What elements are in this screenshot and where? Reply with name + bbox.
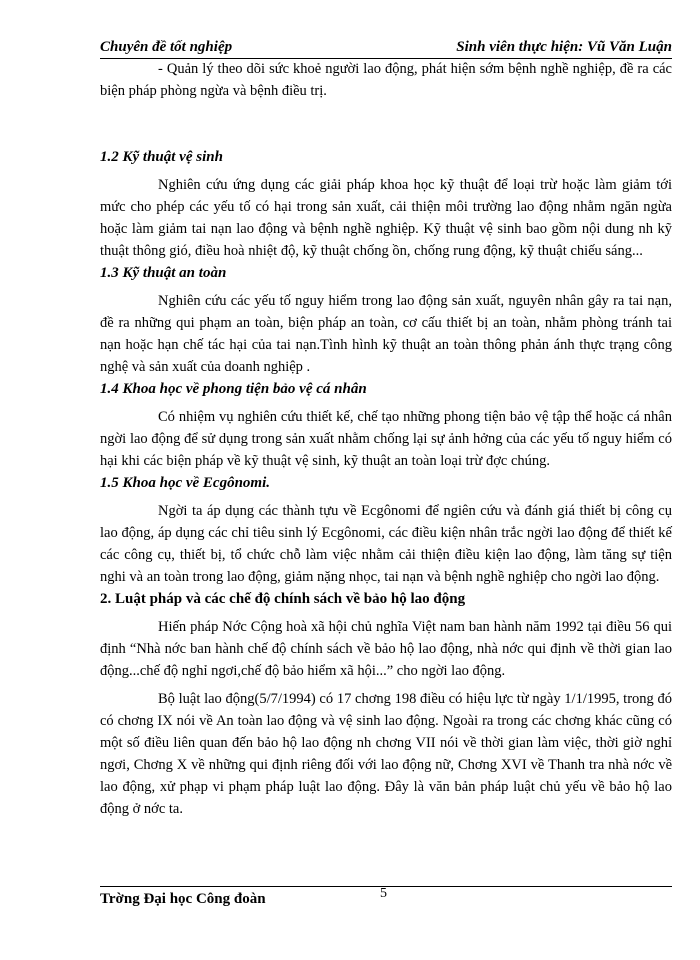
section-1-3-heading: 1.3 Kỹ thuật an toàn [100,265,227,281]
footer-school: Trờng Đại học Công đoàn [100,891,266,907]
section-2-paragraph-1: Hiến pháp Nớc Cộng hoà xã hội chủ nghĩa Việt nam ban hành năm 1992 tại điều 56 qui định “Nhà nớc ban hành chế độ chính sách về bảo hộ lao động, nhà nớc qui định về thời gian lao động...chế độ nghỉ ngơi,chế độ bảo hiểm xã hội...” cho ngời lao động. [100,619,672,679]
section-1-2-text: Nghiên cứu ứng dụng các giải pháp khoa học kỹ thuật để loại trừ hoặc làm giảm tới mức cho phép các yếu tố có hại trong sản xuất, cải thiện môi trường lao động nhằm ngăn ngừa hoặc làm giảm tai nạn lao động và bệnh nghề nghiệp. Kỹ thuật vệ sinh bao gồm nội dung nh kỹ thuật thông gió, điều hoà nhiệt độ, kỹ thuật chống ồn, chống rung động, kỹ thuật chiếu sáng... [100,177,672,259]
header-author: Sinh viên thực hiện: Vũ Văn Luận [456,39,672,55]
section-1-4-heading: 1.4 Khoa học về phong tiện bảo vệ cá nhân [100,381,367,397]
section-1-4-text: Có nhiệm vụ nghiên cứu thiết kế, chế tạo những phong tiện bảo vệ tập thể hoặc cá nhân ngời lao động để sử dụng trong sản xuất nhằm chống lại sự ảnh hởng của các yếu tố nguy hiểm có hại khi các biện pháp về kỹ thuật vệ sinh, kỹ thuật an toàn loại trừ đợc chúng. [100,409,672,469]
section-1-5-heading: 1.5 Khoa học về Ecgônomi. [100,475,271,491]
section-2-heading: 2. Luật pháp và các chế độ chính sách về bảo hộ lao động [100,591,466,607]
document-body [100,58,672,820]
section-1-5-text: Ngời ta áp dụng các thành tựu về Ecgônomi để ngiên cứu và đánh giá thiết bị công cụ lao động, áp dụng các chỉ tiêu sinh lý Ecgônomi, các điều kiện nhân trắc ngời lao động để thiết kế các công cụ, thiết bị, tổ chức chỗ làm việc nhằm cải thiện điều kiện lao động, làm tăng sự tiện nghi và an toàn trong lao động, giảm nặng nhọc, tai nạn và bệnh nghề nghiệp cho ngời lao động. [100,503,672,585]
page-number: 5 [380,886,387,901]
header-title: Chuyên đề tốt nghiệp [100,39,233,55]
section-1-3-text: Nghiên cứu các yếu tố nguy hiểm trong lao động sản xuất, nguyên nhân gây ra tai nạn, đề ra những qui phạm an toàn, biện pháp an toàn, cơ cấu thiết bị an toàn, nhằm phòng tránh tai nạn hoặc hạn chế tác hại của tai nạn.Tình hình kỹ thuật an toàn thông phản ánh thực trạng công nghệ và sản xuất của doanh nghiệp . [100,293,672,375]
section-1-2-heading: 1.2 Kỹ thuật vệ sinh [100,149,223,165]
page-header [100,38,672,59]
section-2-paragraph-2: Bộ luật lao động(5/7/1994) có 17 chơng 198 điều có hiệu lực từ ngày 1/1/1995, trong đó có chơng IX nói về An toàn lao động và vệ sinh lao động. Ngoài ra trong các chơng khác cũng có một số điều liên quan đến bảo hộ lao động nh chơng VII nói về thời gian làm việc, thời giờ nghỉ ngơi, Chơng X về những qui định riêng đối với lao động nữ, Chơng XVI về Thanh tra nhà nớc về lao động, xử phạp vi phạm pháp luật lao động. Đây là văn bản pháp luật chủ yếu về bảo hộ lao động ở nớc ta. [100,691,672,817]
intro-paragraph: - Quản lý theo dõi sức khoẻ người lao động, phát hiện sớm bệnh nghề nghiệp, đề ra các biện pháp phòng ngừa và bệnh điều trị. [100,61,672,99]
